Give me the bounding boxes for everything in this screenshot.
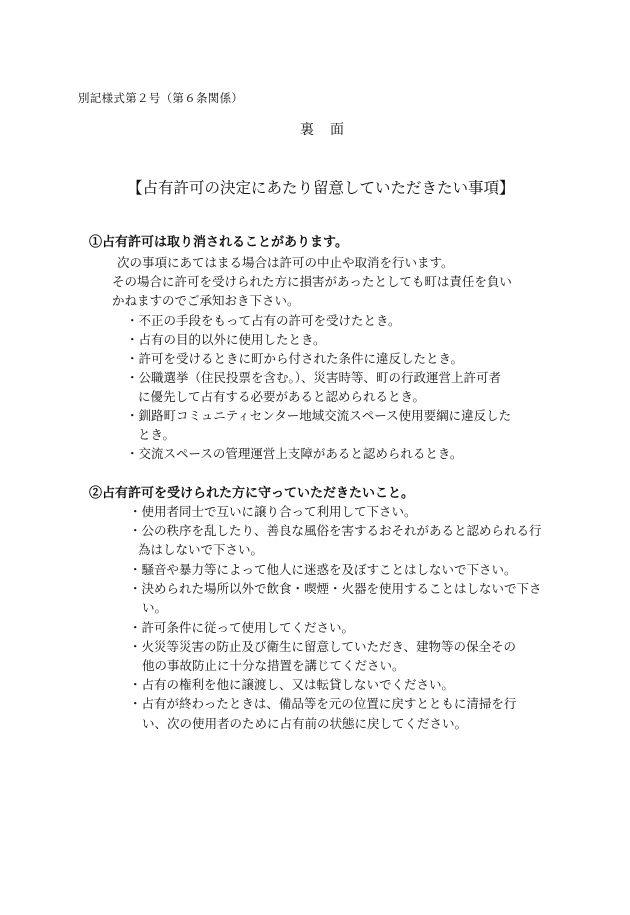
section2-list-item: ・占有の権利を他に譲渡し、又は転貸しないでください。 bbox=[129, 677, 455, 692]
main-heading: 【占有許可の決定にあたり留意していただきたい事項】 bbox=[127, 179, 515, 197]
back-side-title: 裏 面 bbox=[300, 122, 345, 138]
section2-list-item: ・火災等災害の防止及び衛生に留意していただき、建物等の保全その bbox=[129, 639, 517, 654]
section1-list-item-continuation: に優先して占有する必要があると認められるとき。 bbox=[138, 389, 426, 404]
section2-list-item: ・決められた場所以外で飲食・喫煙・火器を使用することはしないで下さ bbox=[129, 581, 542, 596]
section1-intro-line: かねますのでご承知おき下さい。 bbox=[112, 293, 300, 308]
section1-list-item-continuation: とき。 bbox=[138, 427, 176, 442]
section1-list-item: ・公職選挙（住民投票を含む。）、災害時等、町の行政運営上許可者 bbox=[126, 370, 502, 385]
section2-list-item: ・許可条件に従って使用してください。 bbox=[129, 620, 355, 635]
section2-list-item-continuation: 為はしないで下さい。 bbox=[138, 542, 264, 557]
section1-list-item: ・不正の手段をもって占有の許可を受けたとき。 bbox=[126, 313, 401, 328]
section1-list-item: ・釧路町コミュニティセンター地域交流スペース使用要綱に違反した bbox=[126, 408, 512, 423]
section2-list-item-continuation: 他の事故防止に十分な措置を講じてください。 bbox=[142, 658, 405, 673]
section2-list-item: ・騒音や暴力等によって他人に迷惑を及ぼすことはしないで下さい。 bbox=[129, 562, 517, 577]
section2-heading: ②占有許可を受けられた方に守っていただきたいこと。 bbox=[89, 486, 415, 501]
section1-list-item: ・交流スペースの管理運営上支障があると認められるとき。 bbox=[126, 446, 463, 461]
section2-list-item-continuation: い。 bbox=[142, 600, 168, 615]
section2-list-item-continuation: い、次の使用者のために占有前の状態に戻してください。 bbox=[142, 716, 468, 731]
section1-list-item: ・許可を受けるときに町から付された条件に違反したとき。 bbox=[126, 351, 464, 366]
section1-heading: ①占有許可は取り消されることがあります。 bbox=[89, 235, 348, 250]
form-number: 別記様式第２号（第６条関係） bbox=[78, 91, 244, 105]
section1-list-item: ・占有の目的以外に使用したとき。 bbox=[126, 332, 326, 347]
section2-list-item: ・公の秩序を乱したり、善良な風俗を害するおそれがあると認められる行 bbox=[129, 523, 542, 538]
section2-list-item: ・使用者同士で互いに譲り合って利用して下さい。 bbox=[129, 504, 417, 519]
section1-intro-line: 次の事項にあてはまる場合は許可の中止や取消を行います。 bbox=[117, 255, 454, 270]
section1-intro-line: その場合に許可を受けられた方に損害があったとしても町は責任を負い bbox=[112, 274, 512, 289]
section2-list-item: ・占有が終わったときは、備品等を元の位置に戻すとともに清掃を行 bbox=[129, 696, 517, 711]
